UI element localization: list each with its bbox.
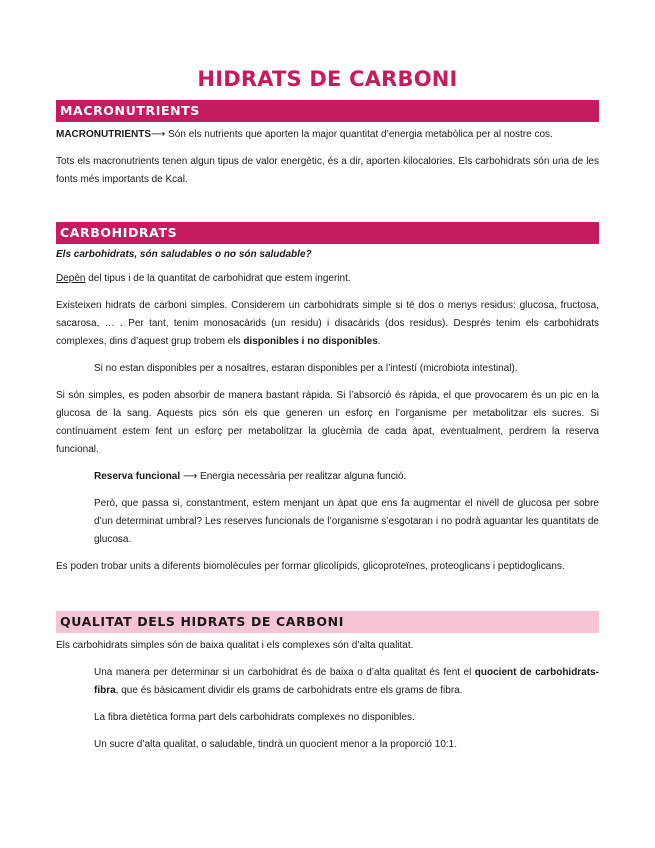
- section-heading-qualitat: QUALITAT DELS HIDRATS DE CARBONI: [56, 611, 599, 633]
- absorption-paragraph: Si són simples, es poden absorbir de manera bastant ràpida. Si l’absorció és ràpida, el que provocarem és un pic en la glucosa de la sang. Aquests pics són els que generen un esforç en l’organisme per metabolitzar els sucres. Si contínuament estem fent un esforç per metabolitzar la glucèmia de cada àpat, eventualment, perdrem la reserva funcional.: [56, 390, 599, 455]
- underlined-term: Depèn: [56, 273, 86, 284]
- carbohidrats-question: [56, 246, 599, 264]
- glucose-threshold-paragraph: Però, que passa si, constantment, estem menjant un àpat que ens fa augmentar el nivell de glucosa per sobre d’un determinat umbral? Les reserves funcionals de l’organisme s’esgotaran i no podrà aguantar les quantitats de glucosa.: [94, 498, 599, 545]
- page-title: HIDRATS DE CARBONI: [197, 67, 458, 91]
- section-heading-macronutrients: MACRONUTRIENTS: [56, 100, 599, 122]
- quotient-end: , que és bàsicament dividir els grams de carbohidrats entre els grams de fibra.: [115, 685, 463, 696]
- quality-paragraph: Els carbohidrats simples són de baixa qualitat i els complexes són d’alta qualitat.: [56, 640, 414, 651]
- definition-text: Són els nutrients que aporten la major quantitat d’energia metabòlica per al nostre cos.: [165, 129, 553, 140]
- types-bold: disponibles i no disponibles: [243, 336, 378, 347]
- macronutrients-paragraph: Tots els macronutrients tenen algun tipus de valor energètic, és a dir, aporten kilocalories. Els carbohidrats són una de les fonts més importants de Kcal.: [56, 156, 599, 185]
- arrow-icon: ⟶: [182, 471, 198, 482]
- macronutrients-definition: [56, 126, 599, 144]
- section-heading-carbohidrats: CARBOHIDRATS: [56, 222, 599, 244]
- ratio-paragraph: Un sucre d’alta qualitat, o saludable, tindrà un quocient menor a la proporció 10:1.: [94, 739, 458, 750]
- types-text: Existeixen hidrats de carboni simples. Considerem un carbohidrats simple si té dos o menys residus: glucosa, fructosa, sacarosa, … . Per tant, tenim monosacàrids (un residu) i disacàrids (dos residus). Després tenim els carbohidrats complexes, dins d’aquest grup trobem els: [56, 300, 599, 347]
- question-text: Els carbohidrats, són saludables o no són saludable?: [56, 249, 312, 260]
- term-macronutrients: MACRONUTRIENTS: [56, 129, 151, 140]
- fiber-paragraph: La fibra dietètica forma part dels carbohidrats complexes no disponibles.: [94, 712, 415, 723]
- reserve-definition-text: Energia necessària per realitzar alguna funció.: [197, 471, 407, 482]
- carbohidrats-types-paragraph: [56, 297, 599, 351]
- biomolecules-paragraph: Es poden trobar units a diferents biomolècules per formar glicolípids, glicoproteïnes, proteoglicans i peptidoglicans.: [56, 561, 565, 572]
- quotient-paragraph: [56, 664, 599, 700]
- not-available-paragraph: Si no estan disponibles per a nosaltres, estaran disponibles per a l’intestí (microbiota intestinal).: [94, 363, 518, 374]
- carbohidrats-depends: [56, 270, 599, 288]
- quotient-bold: quocient de carbohidrats-fibra: [94, 667, 599, 696]
- functional-reserve-definition: [56, 468, 599, 486]
- quotient-text: Una manera per determinar si un carbohidrat és de baixa o d’alta qualitat és fent el: [94, 667, 475, 678]
- term-functional-reserve: Reserva funcional: [94, 471, 181, 482]
- depends-text: del tipus i de la quantitat de carbohidrat que estem ingerint.: [85, 273, 351, 284]
- arrow-icon: ⟶: [151, 129, 166, 140]
- types-end: .: [377, 336, 381, 347]
